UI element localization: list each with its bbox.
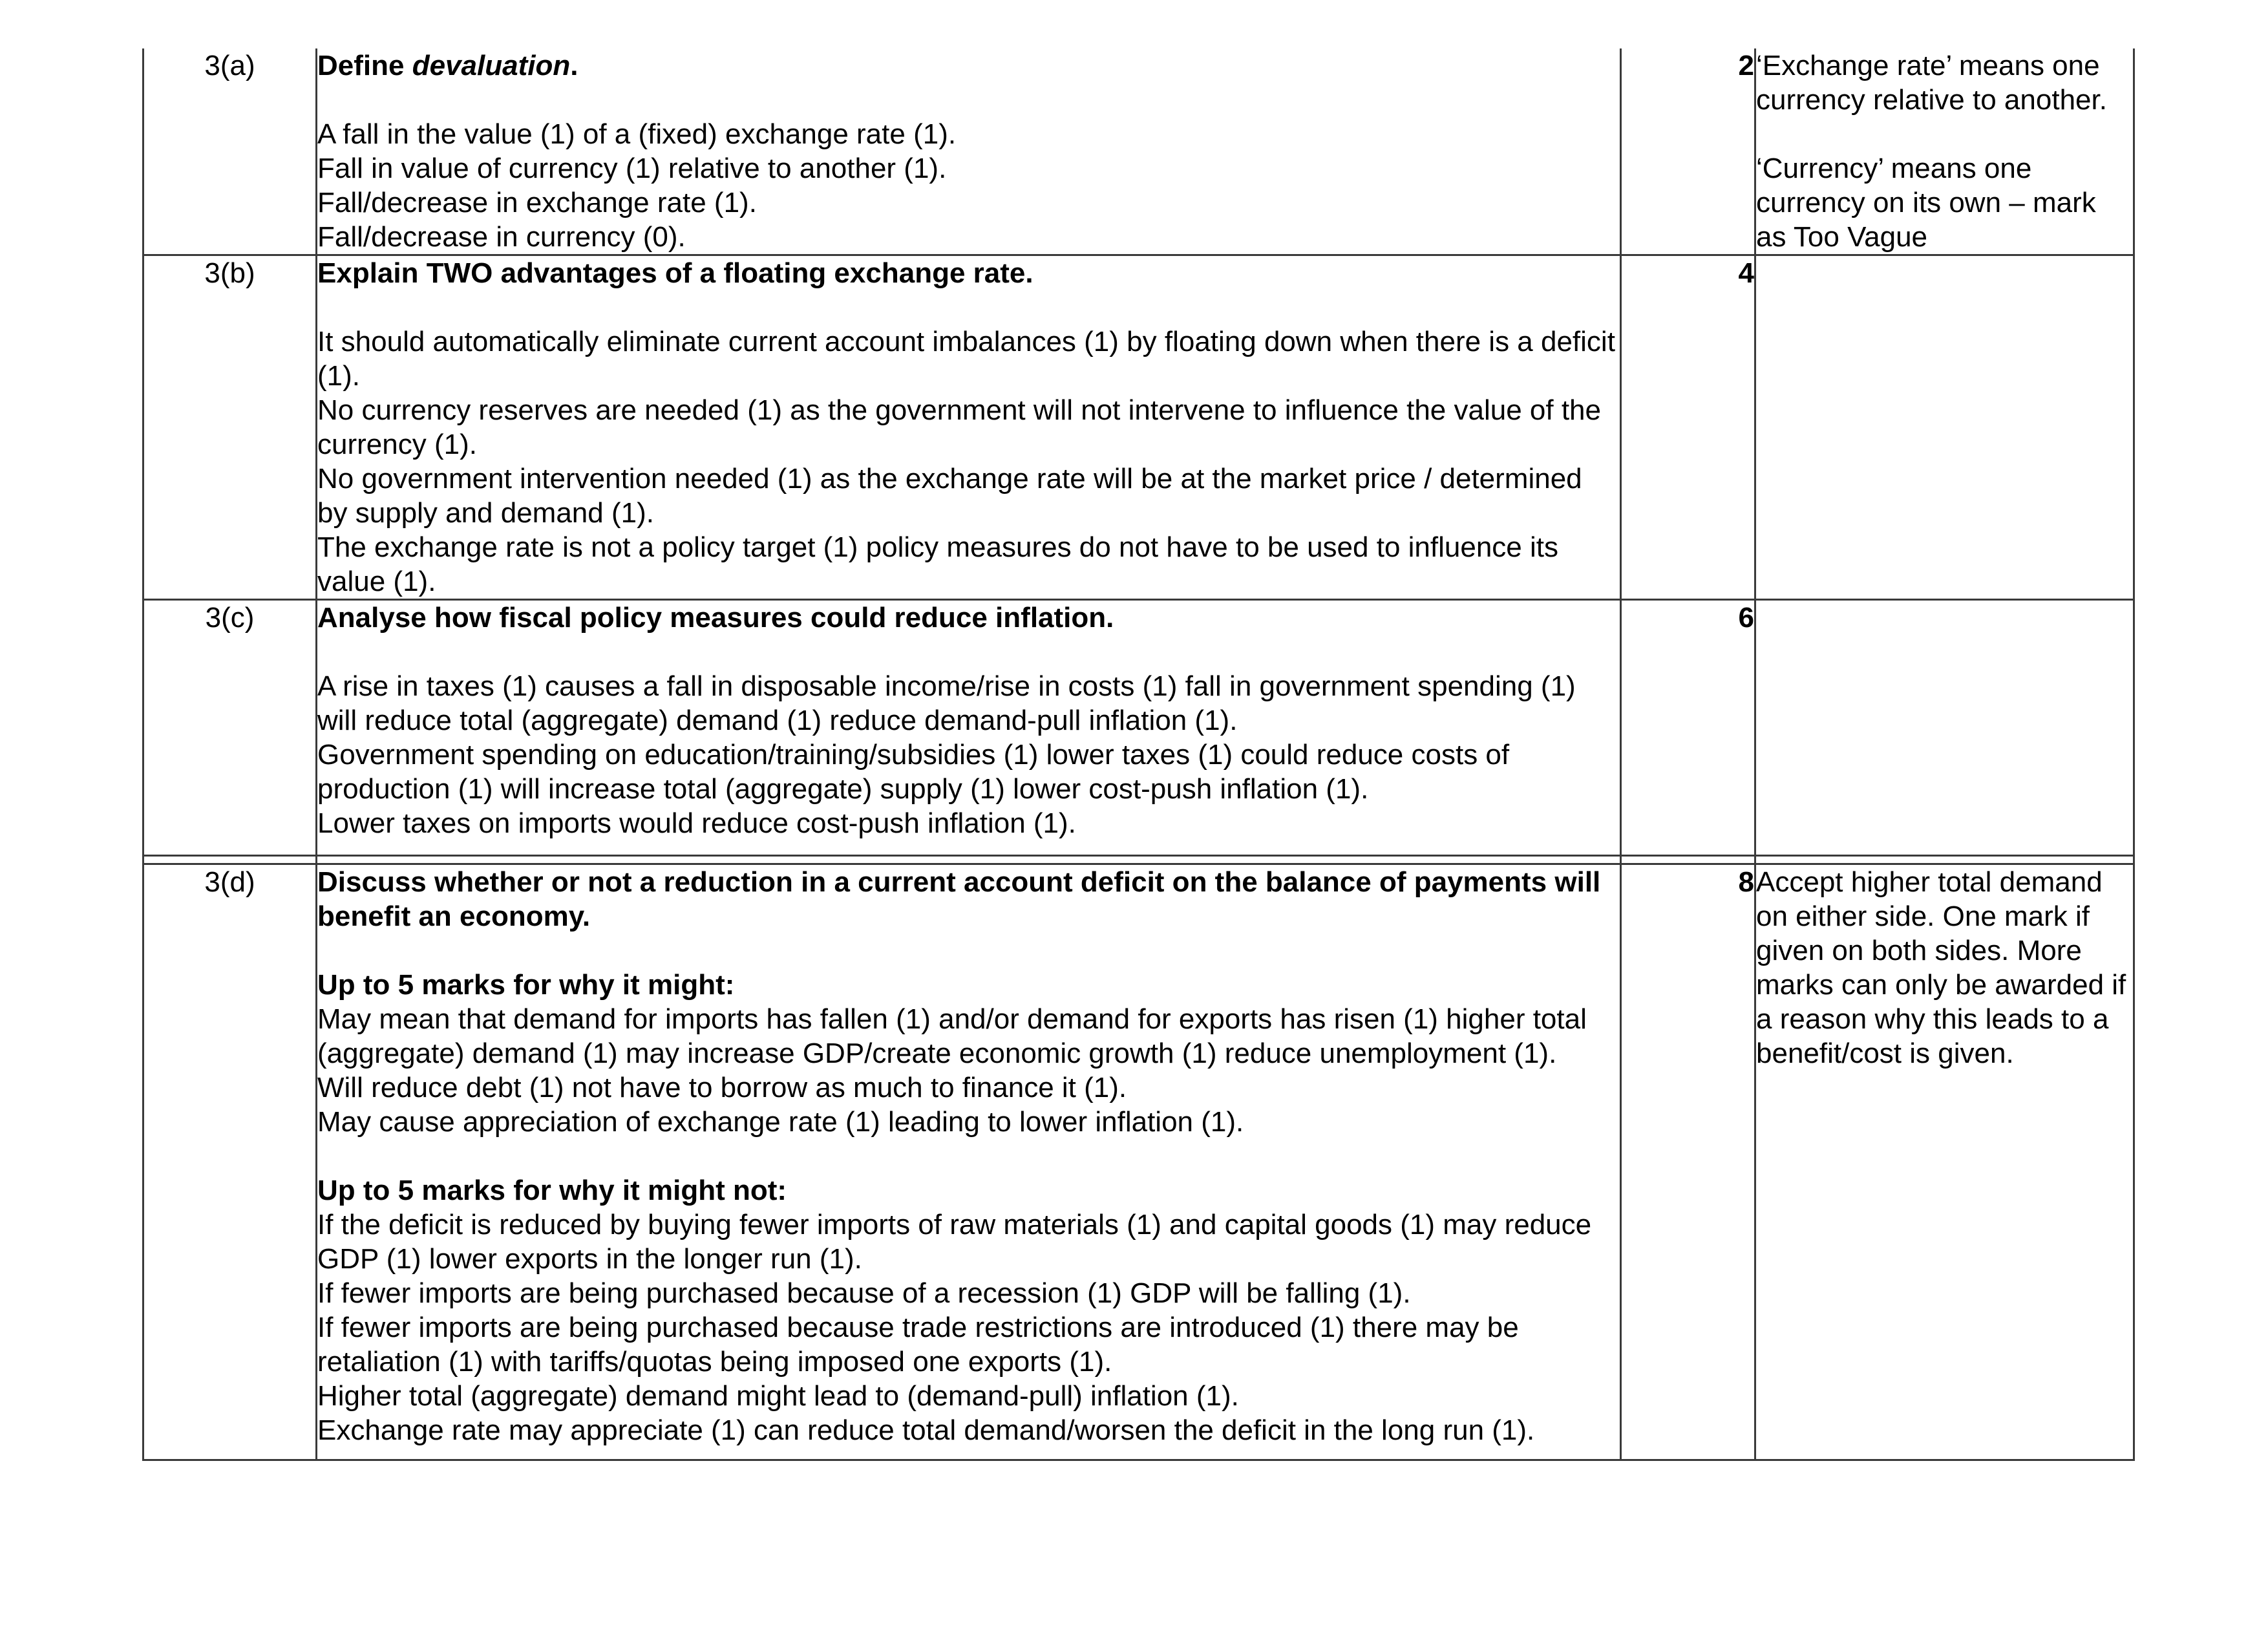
answer-point: If the deficit is reduced by buying fewer imports of raw materials (1) and capital goods (1) may reduce GDP (1) lower exports in the longer run (1).	[317, 1209, 1592, 1275]
question-prompt: Analyse how fiscal policy measures could reduce inflation.	[317, 602, 1114, 634]
question-number: 3(c)	[143, 600, 317, 856]
answer-point: May mean that demand for imports has fallen (1) and/or demand for exports has risen (1) higher total (aggregate) demand (1) may increase GDP/create economic growth (1) reduce unemployment (1).	[317, 1003, 1587, 1069]
marks-value: 2	[1621, 48, 1755, 255]
answer-point: Higher total (aggregate) demand might lead to (demand-pull) inflation (1).	[317, 1380, 1239, 1412]
mark-scheme-sheet	[142, 48, 2133, 1461]
answer-point: Exchange rate may appreciate (1) can reduce total demand/worsen the deficit in the long run (1).	[317, 1414, 1535, 1446]
answer-point: It should automatically eliminate current account imbalances (1) by floating down when there is a deficit (1).	[317, 326, 1615, 392]
answer-cell	[317, 255, 1621, 600]
section-heading-might: Up to 5 marks for why it might:	[317, 969, 735, 1001]
answer-cell	[317, 864, 1621, 1460]
row-separator	[143, 856, 2134, 864]
answer-point: Government spending on education/training/subsidies (1) lower taxes (1) could reduce costs of production (1) will increase total (aggregate) supply (1) lower cost-push inflation (1).	[317, 739, 1510, 805]
marks-value: 6	[1621, 600, 1755, 856]
answer-cell	[317, 48, 1621, 255]
prompt-prefix: Define	[317, 50, 412, 81]
answer-point: A rise in taxes (1) causes a fall in disposable income/rise in costs (1) fall in government spending (1) will reduce total (aggregate) demand (1) reduce demand-pull inflation (1).	[317, 670, 1576, 736]
answer-point: If fewer imports are being purchased because trade restrictions are introduced (1) there may be retaliation (1) with tariffs/quotas being imposed one exports (1).	[317, 1312, 1519, 1378]
answer-point: Fall/decrease in currency (0).	[317, 221, 686, 253]
prompt-emphasis: devaluation	[412, 50, 571, 81]
answer-point: Fall/decrease in exchange rate (1).	[317, 187, 757, 218]
guidance-cell: Accept higher total demand on either side. One mark if given on both sides. More marks can only be awarded if a reason why this leads to a benefit/cost is given.	[1755, 864, 2134, 1460]
table-row-3d	[143, 864, 2134, 1460]
question-prompt: Discuss whether or not a reduction in a current account deficit on the balance of payments will benefit an economy.	[317, 866, 1601, 932]
guidance-cell	[1755, 600, 2134, 856]
table-row-3c	[143, 600, 2134, 856]
question-number: 3(a)	[143, 48, 317, 255]
section-heading-might-not: Up to 5 marks for why it might not:	[317, 1175, 787, 1206]
guidance-cell	[1755, 48, 2134, 255]
answer-cell	[317, 600, 1621, 856]
answer-point: No government intervention needed (1) as the exchange rate will be at the market price / determined by supply and demand (1).	[317, 463, 1582, 529]
table-row-3a	[143, 48, 2134, 255]
question-number: 3(b)	[143, 255, 317, 600]
answer-point: A fall in the value (1) of a (fixed) exchange rate (1).	[317, 118, 957, 150]
guidance-note: ‘Currency’ means one currency on its own – mark as Too Vague	[1756, 153, 2096, 253]
question-prompt: Explain TWO advantages of a floating exchange rate.	[317, 257, 1033, 289]
answer-point: May cause appreciation of exchange rate (1) leading to lower inflation (1).	[317, 1106, 1244, 1138]
answer-point: Lower taxes on imports would reduce cost-push inflation (1).	[317, 807, 1076, 839]
prompt-suffix: .	[570, 50, 578, 81]
question-number: 3(d)	[143, 864, 317, 1460]
marks-value: 4	[1621, 255, 1755, 600]
answer-point: The exchange rate is not a policy target (1) policy measures do not have to be used to influence its value (1).	[317, 531, 1558, 597]
guidance-note: ‘Exchange rate’ means one currency relative to another.	[1756, 50, 2107, 116]
question-prompt	[317, 48, 1620, 83]
guidance-cell	[1755, 255, 2134, 600]
answer-point: No currency reserves are needed (1) as the government will not intervene to influence the value of the currency (1).	[317, 394, 1601, 460]
marks-value: 8	[1621, 864, 1755, 1460]
answer-point: If fewer imports are being purchased because of a recession (1) GDP will be falling (1).	[317, 1277, 1411, 1309]
answer-point: Will reduce debt (1) not have to borrow as much to finance it (1).	[317, 1072, 1127, 1103]
table-row-3b	[143, 255, 2134, 600]
mark-scheme-table	[142, 48, 2135, 1461]
answer-point: Fall in value of currency (1) relative to another (1).	[317, 153, 947, 184]
